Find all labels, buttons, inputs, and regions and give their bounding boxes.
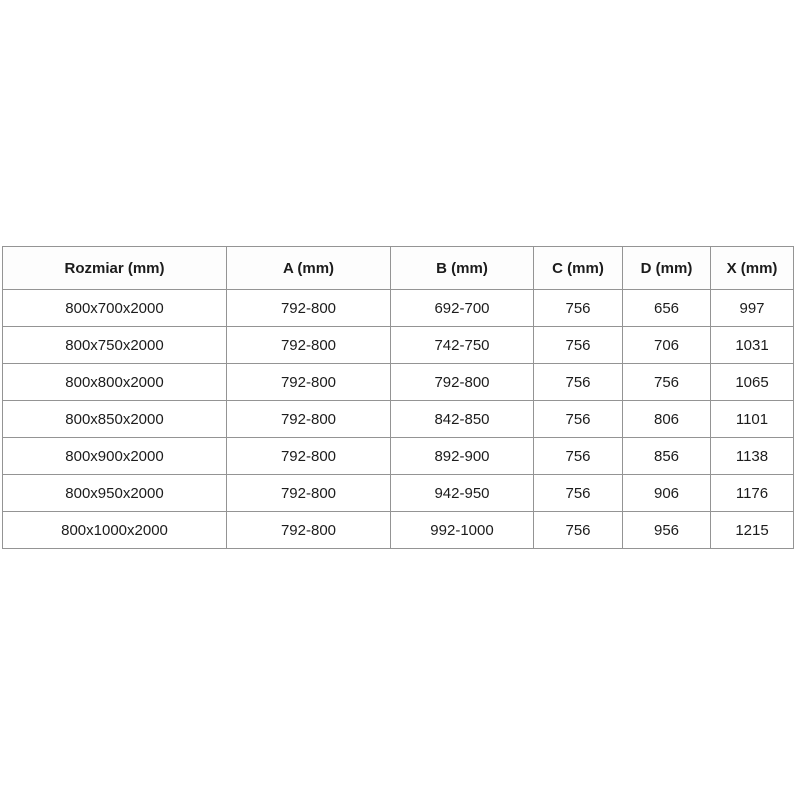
- cell-c: 756: [534, 438, 623, 475]
- cell-b: 992-1000: [391, 512, 534, 549]
- cell-c: 756: [534, 364, 623, 401]
- cell-x: 1176: [711, 475, 794, 512]
- dimensions-table: [2, 246, 794, 549]
- cell-rozmiar: 800x700x2000: [3, 290, 227, 327]
- cell-c: 756: [534, 290, 623, 327]
- header-d: D (mm): [623, 247, 711, 290]
- cell-rozmiar: 800x950x2000: [3, 475, 227, 512]
- cell-x: 1101: [711, 401, 794, 438]
- cell-a: 792-800: [227, 327, 391, 364]
- header-rozmiar: Rozmiar (mm): [3, 247, 227, 290]
- cell-c: 756: [534, 512, 623, 549]
- cell-b: 742-750: [391, 327, 534, 364]
- cell-b: 692-700: [391, 290, 534, 327]
- table-row: [3, 512, 794, 549]
- cell-a: 792-800: [227, 475, 391, 512]
- table-row: [3, 290, 794, 327]
- table-row: [3, 401, 794, 438]
- cell-b: 942-950: [391, 475, 534, 512]
- cell-b: 792-800: [391, 364, 534, 401]
- cell-rozmiar: 800x900x2000: [3, 438, 227, 475]
- cell-c: 756: [534, 327, 623, 364]
- cell-a: 792-800: [227, 438, 391, 475]
- table-row: [3, 475, 794, 512]
- cell-d: 756: [623, 364, 711, 401]
- cell-rozmiar: 800x800x2000: [3, 364, 227, 401]
- cell-d: 956: [623, 512, 711, 549]
- cell-x: 1031: [711, 327, 794, 364]
- table-row: [3, 438, 794, 475]
- cell-rozmiar: 800x850x2000: [3, 401, 227, 438]
- header-b: B (mm): [391, 247, 534, 290]
- cell-x: 1215: [711, 512, 794, 549]
- cell-x: 997: [711, 290, 794, 327]
- cell-rozmiar: 800x750x2000: [3, 327, 227, 364]
- cell-a: 792-800: [227, 364, 391, 401]
- cell-x: 1138: [711, 438, 794, 475]
- header-x: X (mm): [711, 247, 794, 290]
- cell-d: 806: [623, 401, 711, 438]
- cell-d: 656: [623, 290, 711, 327]
- header-c: C (mm): [534, 247, 623, 290]
- cell-a: 792-800: [227, 290, 391, 327]
- table-header-row: [3, 247, 794, 290]
- cell-a: 792-800: [227, 401, 391, 438]
- cell-rozmiar: 800x1000x2000: [3, 512, 227, 549]
- cell-a: 792-800: [227, 512, 391, 549]
- header-a: A (mm): [227, 247, 391, 290]
- cell-d: 906: [623, 475, 711, 512]
- cell-d: 856: [623, 438, 711, 475]
- cell-b: 842-850: [391, 401, 534, 438]
- table-row: [3, 364, 794, 401]
- cell-b: 892-900: [391, 438, 534, 475]
- table-row: [3, 327, 794, 364]
- cell-x: 1065: [711, 364, 794, 401]
- cell-c: 756: [534, 401, 623, 438]
- cell-d: 706: [623, 327, 711, 364]
- cell-c: 756: [534, 475, 623, 512]
